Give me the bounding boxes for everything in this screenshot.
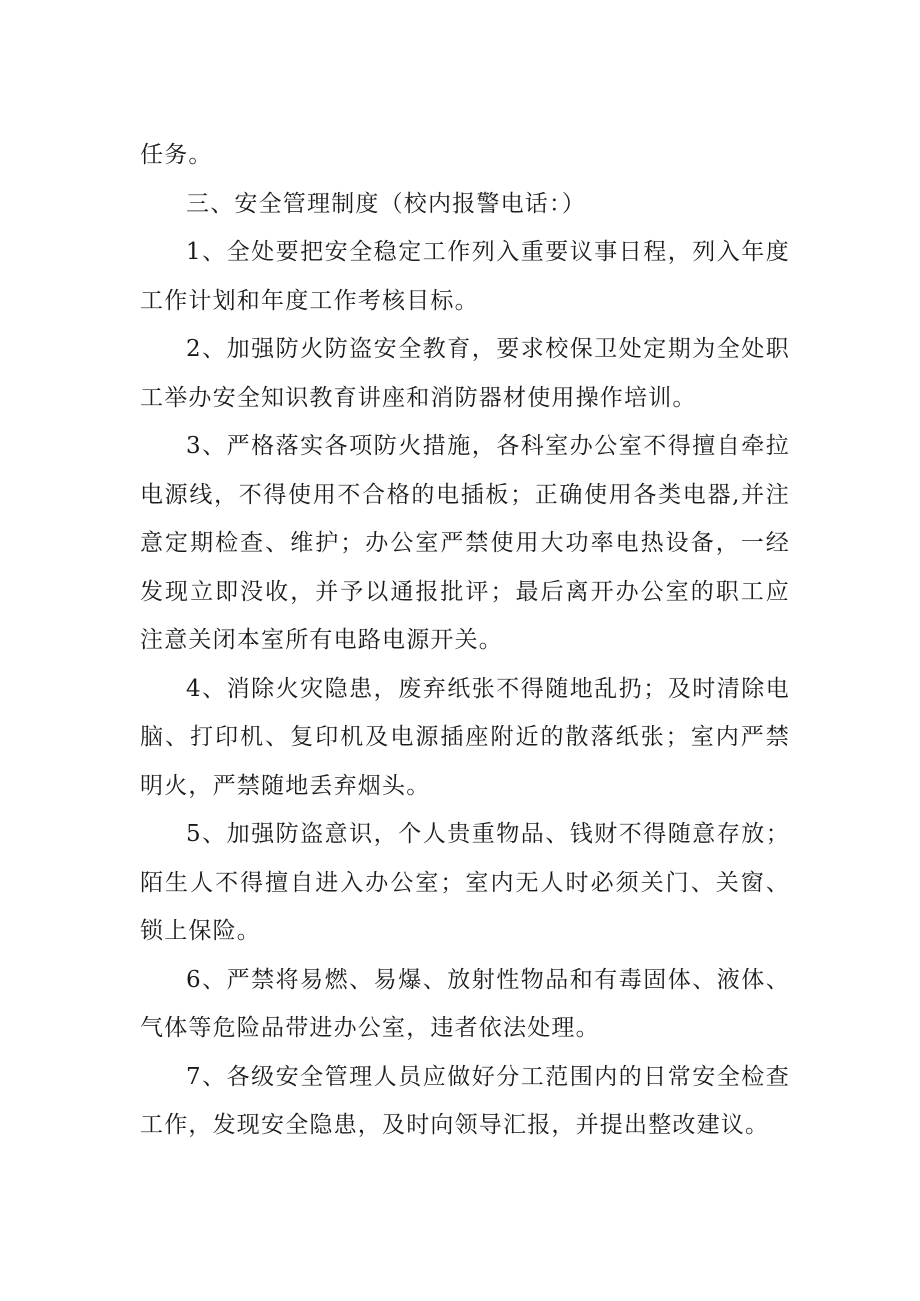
rule-item-6: 6、严禁将易燃、易爆、放射性物品和有毒固体、液体、气体等危险品带进办公室，违者依法处理。 [140,966,790,1041]
continuation-text: 任务。 [140,142,213,168]
rule-item-5: 5、加强防盗意识，个人贵重物品、钱财不得随意存放；陌生人不得擅自进入办公室；室内无人时必须关门、关窗、锁上保险。 [140,821,790,944]
rule-item-1: 1、全处要把安全稳定工作列入重要议事日程，列入年度工作计划和年度工作考核目标。 [140,239,790,314]
rule-item-7: 7、各级安全管理人员应做好分工范围内的日常安全检查工作，发现安全隐患，及时向领导汇报，并提出整改建议。 [140,1063,790,1138]
rule-item-3: 3、严格落实各项防火措施，各科室办公室不得擅自牵拉电源线，不得使用不合格的电插板；正确使用各类电器,并注意定期检查、维护；办公室严禁使用大功率电热设备，一经发现立即没收，并予以通报批评；最后离开办公室的职工应注意关闭本室所有电路电源开关。 [140,433,790,653]
rule-item-4: 4、消除火灾隐患，废弃纸张不得随地乱扔；及时清除电脑、打印机、复印机及电源插座附近的散落纸张；室内严禁明火，严禁随地丢弃烟头。 [140,675,790,799]
document-body [140,131,790,1150]
rule-item-2: 2、加强防火防盗安全教育，要求校保卫处定期为全处职工举办安全知识教育讲座和消防器材使用操作培训。 [140,336,790,411]
section-heading: 三、安全管理制度（校内报警电话：） [186,190,586,217]
